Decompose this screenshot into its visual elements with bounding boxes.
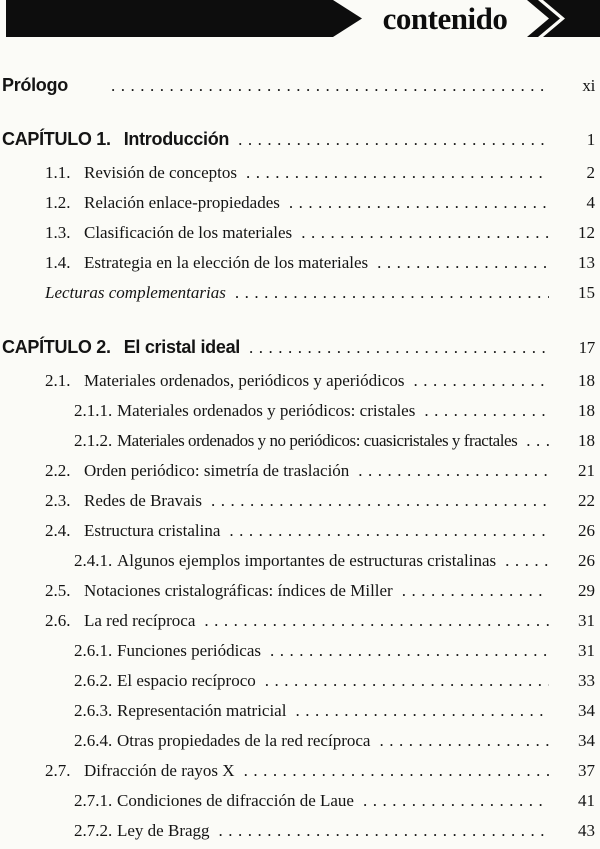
dotted-leader — [204, 606, 549, 636]
dotted-leader — [246, 158, 549, 188]
entry-title: Materiales ordenados y periódicos: cristales — [117, 401, 416, 420]
dotted-leader — [526, 426, 549, 456]
entry-title: Relación enlace-propiedades — [84, 193, 280, 212]
entry-number: 2.5. — [45, 581, 71, 600]
toc-entry-row — [2, 426, 595, 456]
entry-number: 2.7. — [45, 761, 71, 780]
entry-number: 1.3. — [45, 223, 71, 242]
toc-entry-row — [2, 248, 595, 278]
entry-number: 2.2. — [45, 461, 71, 480]
page-number: 31 — [578, 641, 595, 660]
page-number: 18 — [578, 371, 595, 390]
toc-entry-row — [2, 546, 595, 576]
entry-number: 2.1.1. — [74, 401, 113, 420]
page-number: 41 — [578, 791, 595, 810]
page-number: 31 — [578, 611, 595, 630]
entry-title: Introducción — [123, 129, 230, 149]
entry-number: 2.1. — [45, 371, 71, 390]
page-number: 4 — [586, 193, 595, 212]
toc-entry-row — [2, 696, 595, 726]
page-number: 12 — [578, 223, 595, 242]
page-number: xi — [582, 76, 595, 95]
page-number: 37 — [578, 761, 595, 780]
entry-number: 2.4. — [45, 521, 71, 540]
entry-label: Prólogo — [2, 75, 68, 95]
page-number: 33 — [578, 671, 595, 690]
toc-entry-row — [2, 666, 595, 696]
toc-entry-row — [2, 70, 595, 100]
page-number: 26 — [578, 521, 595, 540]
dotted-leader — [363, 786, 549, 816]
entry-number: 2.7.1. — [74, 791, 113, 810]
dotted-leader — [424, 396, 549, 426]
toc-entry-row — [2, 756, 595, 786]
entry-number: 2.6.4. — [74, 731, 113, 750]
dotted-leader — [229, 516, 549, 546]
entry-title: Algunos ejemplos importantes de estructuras cristalinas — [117, 551, 497, 570]
entry-number: 2.4.1. — [74, 551, 113, 570]
toc-chapter-row — [2, 124, 595, 154]
page-number: 26 — [578, 551, 595, 570]
entry-title: Difracción de rayos X — [84, 761, 235, 780]
toc-entry-row — [2, 456, 595, 486]
entry-number: 2.6. — [45, 611, 71, 630]
entry-title: Condiciones de difracción de Laue — [117, 791, 354, 810]
dotted-leader — [270, 636, 549, 666]
toc-entry-row — [2, 606, 595, 636]
dotted-leader — [289, 188, 549, 218]
entry-number: 2.3. — [45, 491, 71, 510]
toc-entry-row — [2, 576, 595, 606]
toc-entry-row — [2, 816, 595, 846]
entry-number: 1.2. — [45, 193, 71, 212]
entry-title: Materiales ordenados, periódicos y aperiódicos — [84, 371, 405, 390]
page-number: 13 — [578, 253, 595, 272]
page-number: 18 — [578, 401, 595, 420]
dotted-leader — [414, 366, 549, 396]
toc-entry-row — [2, 396, 595, 426]
contents-banner — [0, 0, 600, 37]
entry-title: Estrategia en la elección de los materiales — [84, 253, 369, 272]
page-number: 15 — [578, 283, 595, 302]
page-number: 1 — [586, 130, 595, 149]
entry-title: El espacio recíproco — [117, 671, 256, 690]
page-number: 18 — [578, 431, 595, 450]
entry-number: 1.1. — [45, 163, 71, 182]
dotted-leader — [211, 486, 549, 516]
dotted-leader — [402, 576, 549, 606]
dotted-leader — [505, 546, 549, 576]
page-number: 21 — [578, 461, 595, 480]
dotted-leader — [358, 456, 549, 486]
entry-number: 2.6.3. — [74, 701, 113, 720]
dotted-leader — [111, 71, 549, 101]
entry-number: 1.4. — [45, 253, 71, 272]
dotted-leader — [235, 278, 549, 308]
page-number: 34 — [578, 701, 595, 720]
dotted-leader — [244, 756, 549, 786]
entry-title: Clasificación de los materiales — [84, 223, 293, 242]
dotted-leader — [265, 666, 549, 696]
chapter-label: CAPÍTULO 2. — [2, 337, 111, 357]
toc-entry-row — [2, 786, 595, 816]
banner-bar-shape — [6, 0, 362, 37]
entry-title: Funciones periódicas — [117, 641, 261, 660]
toc-entry-row — [2, 366, 595, 396]
page-number: 34 — [578, 731, 595, 750]
dotted-leader — [379, 726, 549, 756]
entry-number: 2.6.1. — [74, 641, 113, 660]
entry-number: 2.1.2. — [74, 431, 113, 450]
toc-entry-row — [2, 158, 595, 188]
page-number: 29 — [578, 581, 595, 600]
toc-list — [0, 37, 600, 846]
dotted-leader — [377, 248, 549, 278]
entry-title: La red recíproca — [84, 611, 196, 630]
toc-entry-row — [2, 278, 595, 308]
page-number: 22 — [578, 491, 595, 510]
entry-number: 2.6.2. — [74, 671, 113, 690]
entry-title: Ley de Bragg — [117, 821, 210, 840]
entry-title: Estructura cristalina — [84, 521, 221, 540]
toc-entry-row — [2, 516, 595, 546]
chapter-label: CAPÍTULO 1. — [2, 129, 111, 149]
entry-title: Representación matricial — [117, 701, 287, 720]
entry-number: 2.7.2. — [74, 821, 113, 840]
entry-title: Otras propiedades de la red recíproca — [117, 731, 371, 750]
page-number: 17 — [578, 338, 595, 357]
dotted-leader — [249, 333, 549, 363]
entry-title: Redes de Bravais — [84, 491, 203, 510]
toc-entry-row — [2, 636, 595, 666]
toc-entry-row — [2, 218, 595, 248]
toc-entry-row — [2, 726, 595, 756]
page-number: 2 — [586, 163, 595, 182]
toc-entry-row — [2, 188, 595, 218]
page-number: 43 — [578, 821, 595, 840]
dotted-leader — [238, 125, 549, 155]
toc-entry-row — [2, 486, 595, 516]
entry-title: Orden periódico: simetría de traslación — [84, 461, 350, 480]
dotted-leader — [295, 696, 549, 726]
toc-chapter-row — [2, 332, 595, 362]
entry-title: Lecturas complementarias — [45, 283, 226, 302]
dotted-leader — [219, 816, 549, 846]
entry-title: Revisión de conceptos — [84, 163, 237, 182]
page-title: contenido — [382, 1, 508, 36]
entry-title: Materiales ordenados y no periódicos: cuasicristales y fractales — [117, 431, 518, 450]
dotted-leader — [301, 218, 549, 248]
entry-title: Notaciones cristalográficas: índices de Miller — [84, 581, 393, 600]
entry-title: El cristal ideal — [123, 337, 240, 357]
